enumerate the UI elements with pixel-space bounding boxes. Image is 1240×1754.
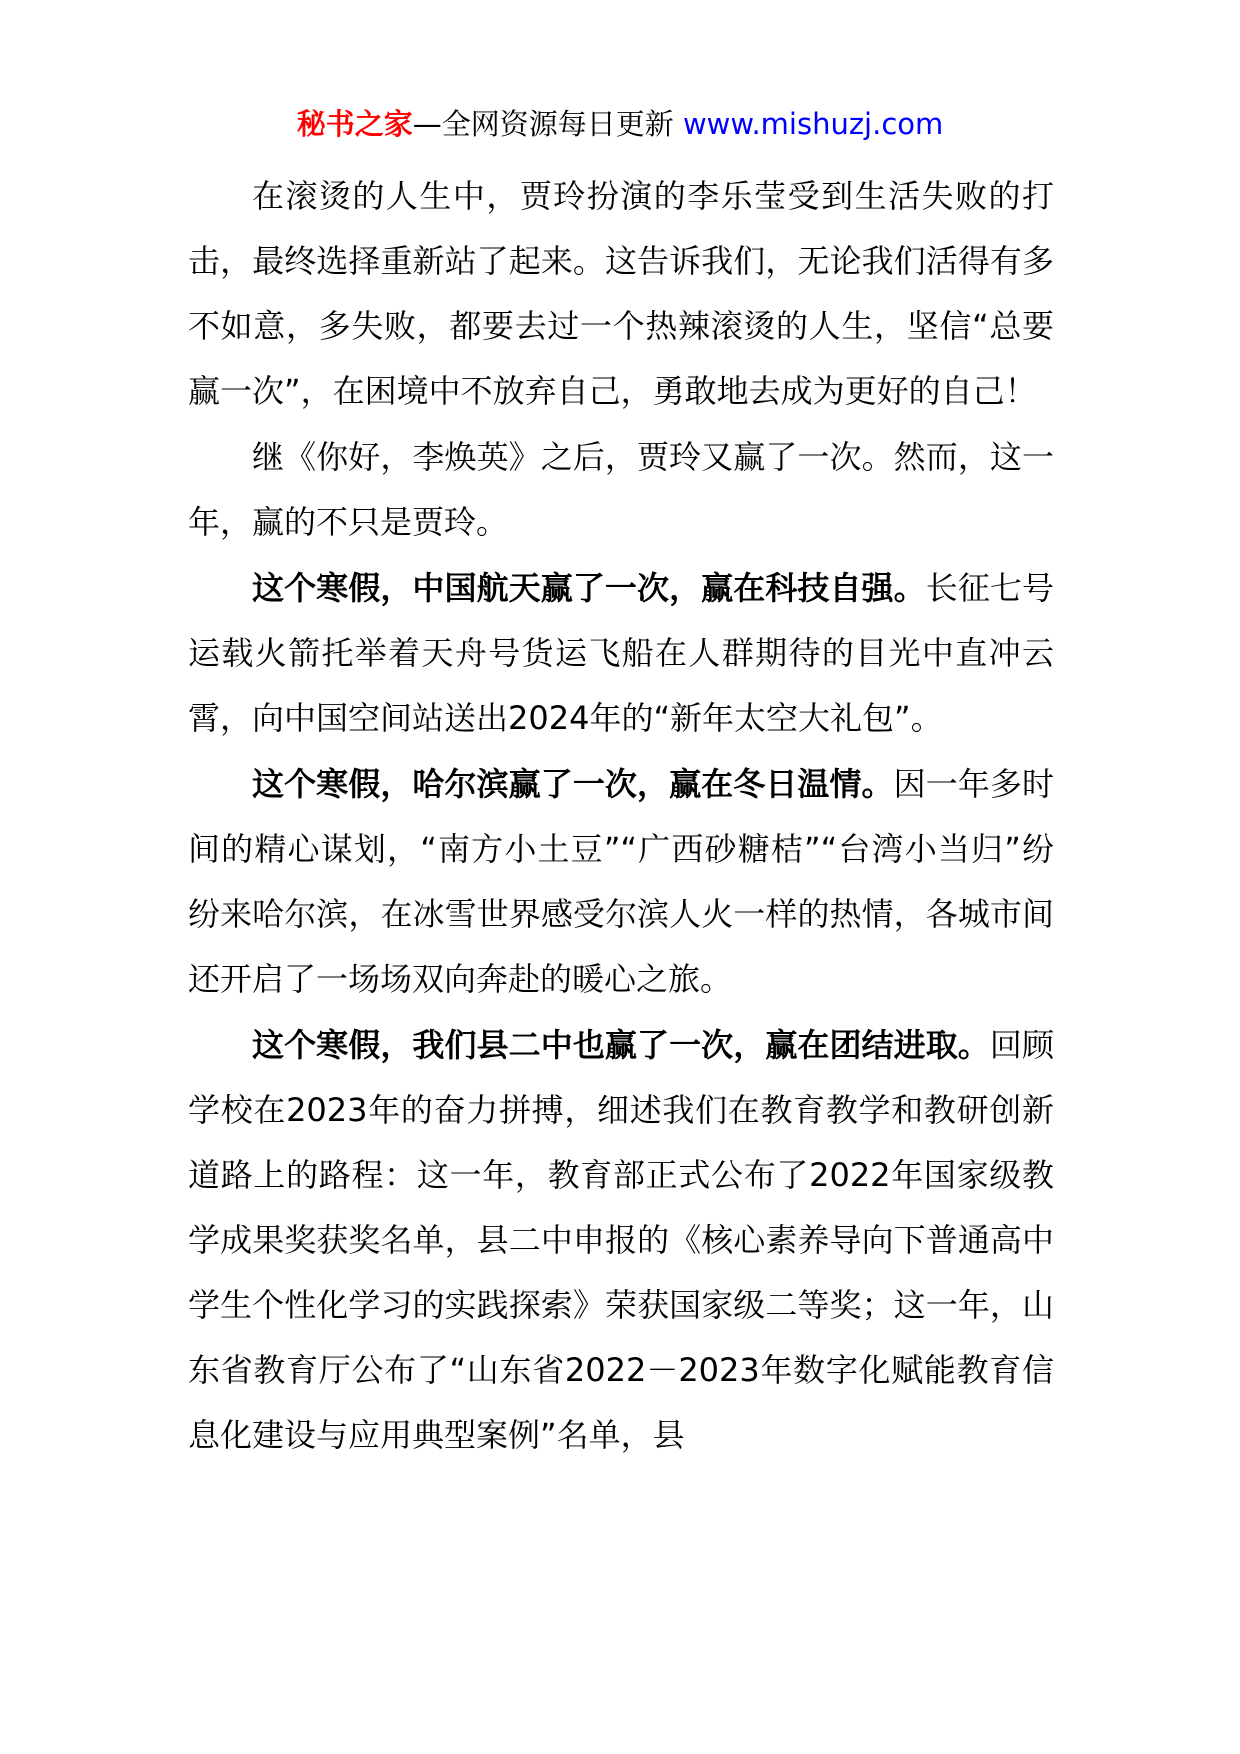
paragraph-text: 长征七号运载火箭托举着天舟号货运飞船在人群期待的目光中直冲云霄，向中国空间站送出2024年的“新年太空大礼包”。 xyxy=(188,569,1054,737)
article-body xyxy=(188,164,1054,1469)
paragraph-text: 继《你好，李焕英》之后，贾玲又赢了一次。然而，这一年，赢的不只是贾玲。 xyxy=(188,438,1054,541)
paragraph xyxy=(188,556,1054,751)
site-url-link[interactable]: www.mishuzj.com xyxy=(682,107,944,141)
paragraph-lead: 这个寒假，哈尔滨赢了一次，赢在冬日温情。 xyxy=(252,765,894,803)
site-brand: 秘书之家 xyxy=(296,107,413,141)
site-tagline: —全网资源每日更新 xyxy=(412,107,683,141)
paragraph-text: 因一年多时间的精心谋划，“南方小土豆”“广西砂糖桔”“台湾小当归”纷纷来哈尔滨，在冰雪世界感受尔滨人火一样的热情，各城市间还开启了一场场双向奔赴的暖心之旅。 xyxy=(188,765,1054,998)
paragraph xyxy=(188,1013,1054,1468)
paragraph-lead: 这个寒假，我们县二中也赢了一次，赢在团结进取。 xyxy=(252,1026,990,1064)
paragraph xyxy=(188,164,1054,424)
site-header xyxy=(0,102,1240,146)
paragraph xyxy=(188,752,1054,1012)
paragraph xyxy=(188,425,1054,555)
paragraph-text: 在滚烫的人生中，贾玲扮演的李乐莹受到生活失败的打击，最终选择重新站了起来。这告诉我们，无论我们活得有多不如意，多失败，都要去过一个热辣滚烫的人生，坚信“总要赢一次”，在困境中不放弃自己，勇敢地去成为更好的自己！ xyxy=(188,177,1054,410)
paragraph-text: 回顾学校在2023年的奋力拼搏，细述我们在教育教学和教研创新道路上的路程：这一年，教育部正式公布了2022年国家级教学成果奖获奖名单，县二中申报的《核心素养导向下普通高中学生个性化学习的实践探索》荣获国家级二等奖；这一年，山东省教育厅公布了“山东省2022－2023年数字化赋能教育信息化建设与应用典型案例”名单，县 xyxy=(188,1026,1054,1454)
paragraph-lead: 这个寒假，中国航天赢了一次，赢在科技自强。 xyxy=(252,569,926,607)
